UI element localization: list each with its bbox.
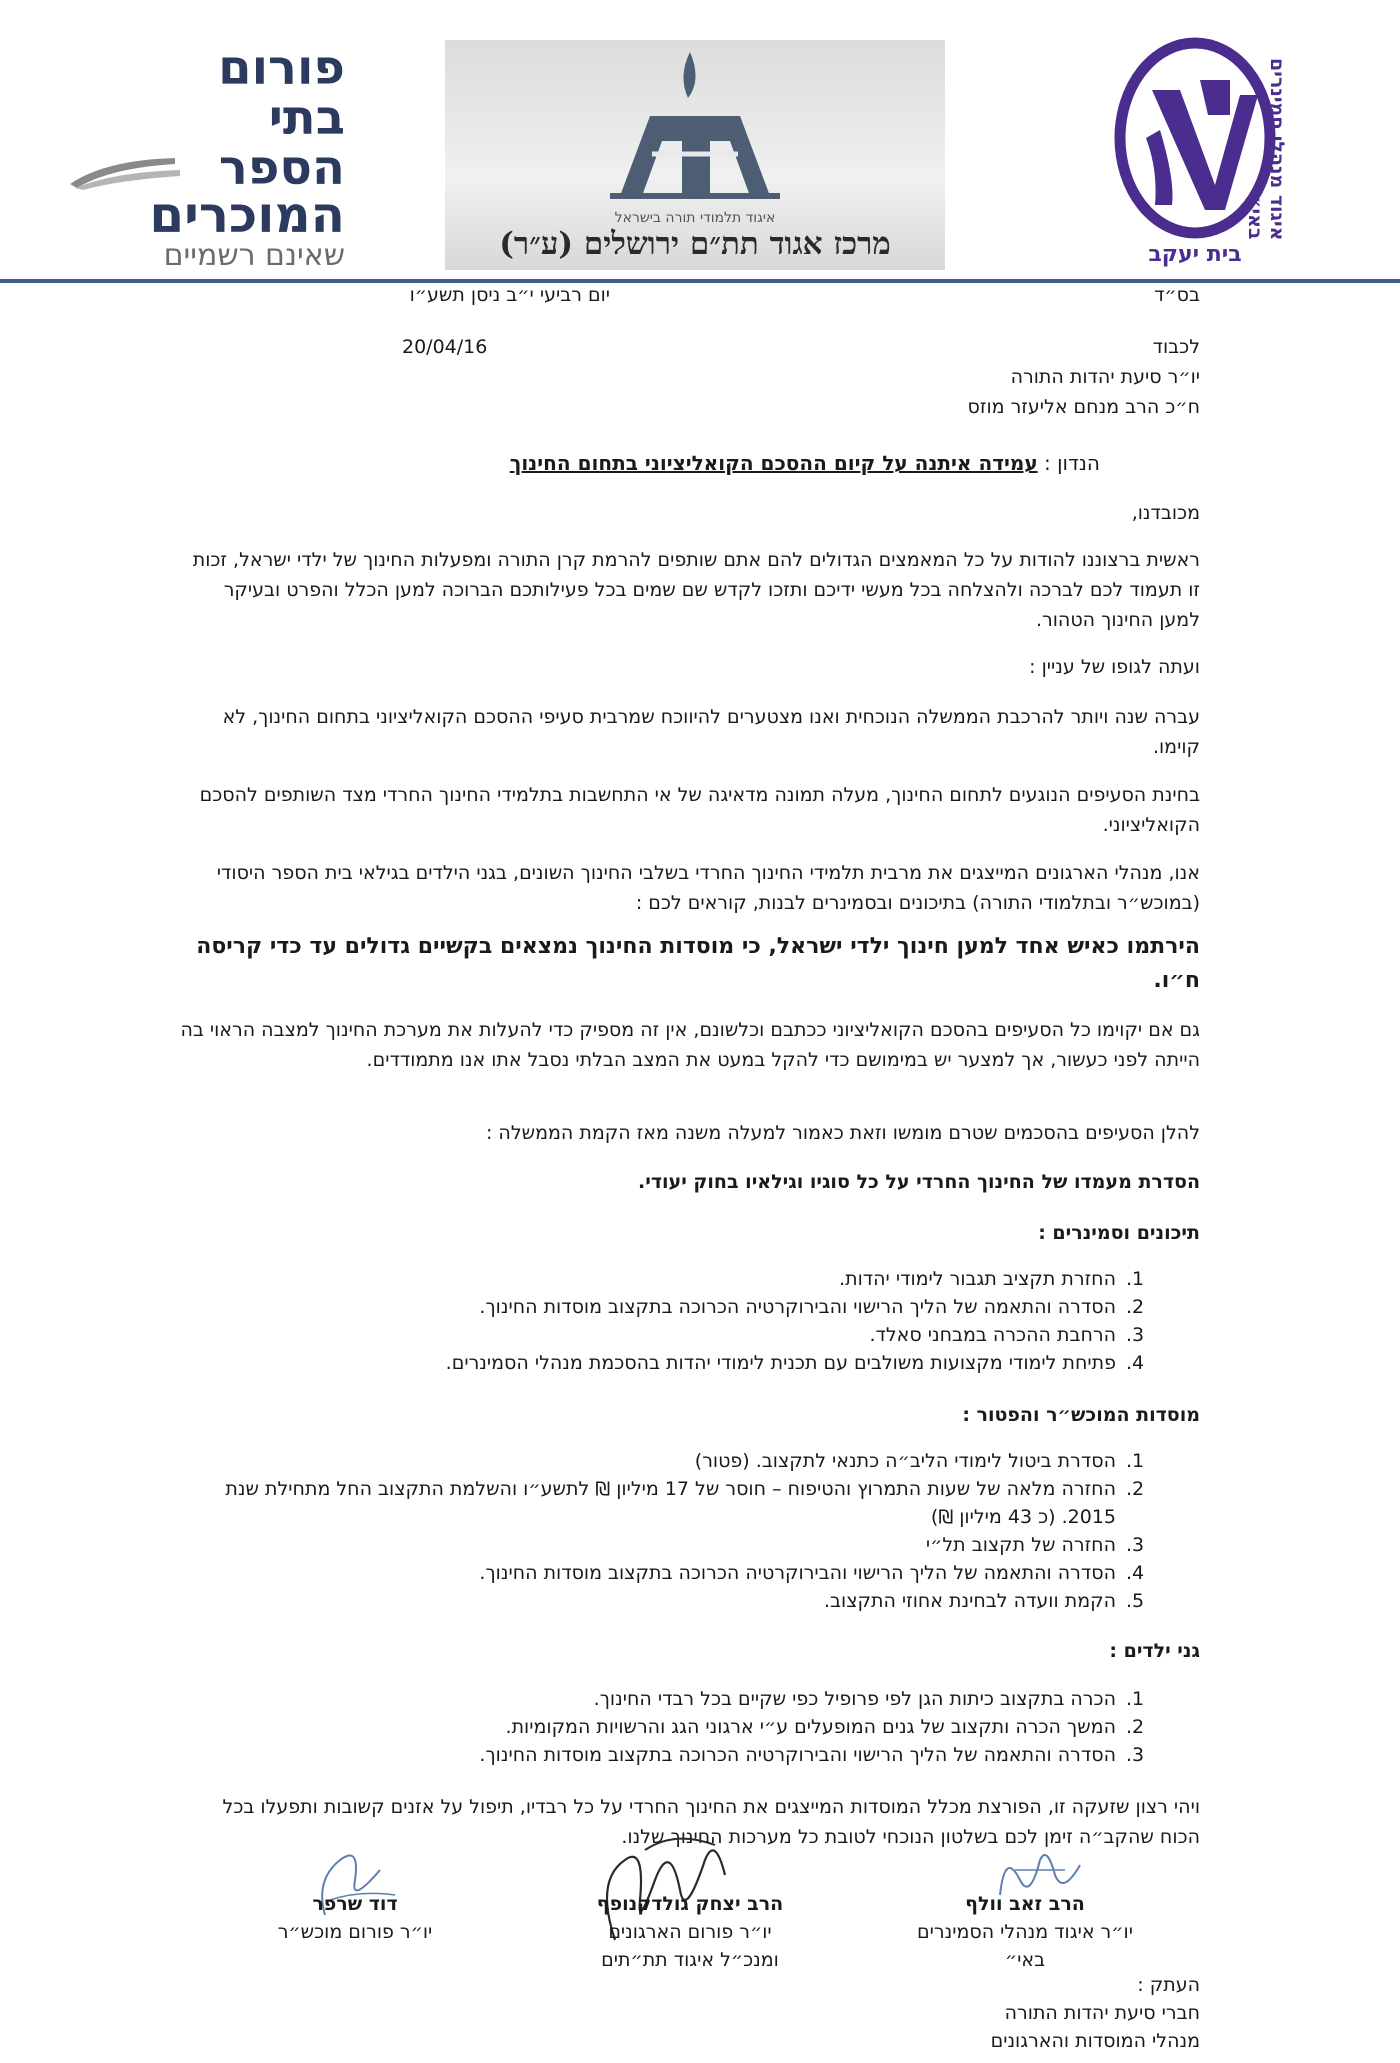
to-label: לכבוד <box>1152 336 1200 358</box>
list-item: .1 הכרה בתקצוב כיתות הגן לפי פרופיל כפי שקיים בכל רבדי החינוך. <box>593 1688 1145 1710</box>
paragraph-status-law: הסדרת מעמדו של החינוך החרדי על כל סוגיו וגילאיו בחוק יעודי. <box>638 1171 1200 1193</box>
seminary-managers-logo <box>1080 20 1310 270</box>
signer-title-2: ומנכ״ל איגוד תת״תים <box>601 1949 779 1971</box>
list-item: .4 הסדרה והתאמה של הליך הרישוי והבירוקרטיה הכרוכה בתקצוב מוסדות החינוך. <box>479 1562 1145 1584</box>
seminary-logo-bottom-text: בית יעקב <box>1148 242 1242 267</box>
cc-line-2: מנהלי המוסדות והארגונים <box>990 2030 1200 2052</box>
cc-line-1: חברי סיעת יהדות התורה <box>1004 2002 1200 2024</box>
list-item: .4 פתיחת לימודי מקצועות משולבים עם תכנית לימודי יהדות בהסכמת מנהלי הסמינרים. <box>445 1352 1145 1374</box>
list-item: .3 הרחבת ההכרה במבחני סאלד. <box>869 1324 1145 1346</box>
section-title-recognized-institutions: מוסדות המוכש״ר והפטור : <box>962 1404 1200 1426</box>
center-banner <box>445 40 945 270</box>
list-item: .5 הקמת וועדה לבחינת אחוזי התקצוב. <box>824 1590 1145 1612</box>
signer-title: יו״ר פורום מוכש״ר <box>277 1921 433 1943</box>
bsd-mark: בס״ד <box>1154 284 1200 306</box>
forum-logo <box>55 40 345 280</box>
cc-label: העתק : <box>1137 1974 1200 1996</box>
paragraph-year-passed: עברה שנה ויותר להרכבת הממשלה הנוכחית ואנו מצטערים להיווכח שמרבית סעיפי ההסכם הקואליציוני בתחום החינוך, לא קוימו. <box>222 706 1200 758</box>
list-item: .3 החזרה של תקצוב תל״י <box>925 1534 1145 1556</box>
list-high-schools <box>180 1265 1160 1377</box>
list-item: .2 הסדרה והתאמה של הליך הרישוי והבירוקרטיה הכרוכה בתקצוב מוסדות החינוך. <box>479 1296 1145 1318</box>
subject-line <box>300 448 1100 478</box>
paragraph-thanks: ראשית ברצוננו להודות על כל המאמצים הגדולים להם אתם שותפים להרמת קרן התורה ומפעלות החינוך של ילדי ישראל, זכות זו תעמוד לכם לברכה ולהצלחה בכל מעשי ידיכם ותזכו לקדש שם שמים בכל פעילותכם הברוכה למען הכלל והפרט ובעיקר למען החינוך הטהור. <box>192 549 1200 631</box>
paragraph-worrying-picture: בחינת הסעיפים הנוגעים לתחום החינוך, מעלה תמונה מדאיגה של אי התחשבות בתלמידי החינוך החרדי מצד השותפים להסכם הקואליציוני. <box>199 784 1200 836</box>
numeric-date: 20/04/16 <box>402 336 488 358</box>
subject-label: הנדון : <box>1044 451 1100 475</box>
signer-title-2: באי״ <box>1004 1949 1046 1971</box>
list-item: .1 הסדרת ביטול לימודי הליב״ה כתנאי לתקצוב. (פטור) <box>694 1450 1145 1472</box>
greeting: מכובדנו, <box>1131 502 1200 524</box>
signer-name: דוד שרפר <box>312 1893 398 1915</box>
signature-block-1 <box>870 1890 1180 1974</box>
signer-name: הרב יצחק גולדקנופף <box>596 1893 784 1915</box>
subject-text: עמידה איתנה על קיום ההסכם הקואליציוני בתחום החינוך <box>509 451 1038 475</box>
signer-title: יו״ר איגוד מנהלי הסמינרים <box>917 1921 1133 1943</box>
forum-logo-line-1: פורום <box>218 40 345 96</box>
paragraph-we-call: אנו, מנהלי הארגונים המייצגים את מרבית תלמידי החינוך החרדי בשלבי החינוך השונים, בגני הילדים בגילאי בית הספר היסודי (במוכש״ר ובתלמודי התורה) בתיכונים ובסמינרים לבנות, קוראים לכם : <box>216 862 1200 914</box>
section-title-high-schools: תיכונים וסמינרים : <box>1038 1222 1200 1244</box>
list-kindergartens <box>180 1685 1160 1769</box>
recipient-line-2: ח״כ הרב מנחם אליעזר מוזס <box>967 396 1200 418</box>
paragraph-following-clauses: להלן הסעיפים בהסכמים שטרם מומשו וזאת כאמור למעלה משנה מאז הקמת הממשלה : <box>485 1122 1200 1144</box>
paragraph-even-if: גם אם יקוימו כל הסעיפים בהסכם הקואליציוני ככתבם וכלשונם, אין זה מספיק כדי להעלות את מערכת החינוך למצבה הראוי בה הייתה לפני כעשור, אך למצער יש במימושם כדי להקל במעט את המצב הבלתי נסבל אתו אנו מתמודדים. <box>180 1019 1200 1071</box>
recipient-line-1: יו״ר סיעת יהדות התורה <box>1010 366 1200 388</box>
signature-block-3 <box>240 1890 470 1946</box>
forum-logo-tagline: שאינם רשמיים <box>163 238 345 273</box>
banner-title: מרכז אגוד תת״ם ירושלים (ע״ר) <box>499 226 891 262</box>
forum-logo-line-3: הספר <box>218 140 345 196</box>
banner-subtitle: איגוד תלמודי תורה בישראל <box>614 210 776 226</box>
closing-paragraph: ויהי רצון שזעקה זו, הפורצת מכלל המוסדות המייצגים את החינוך החרדי על כל רבדיו, תיפול על אזנים קשובות ותפעלו בכל הכוח שהקב״ה זימן לכם בשלטון הנוכחי לטובת כל מערכות החינוך שלנו. <box>222 1796 1200 1848</box>
paragraph-call-to-action: הירתמו כאיש אחד למען חינוך ילדי ישראל, כי מוסדות החינוך נמצאים בקשיים גדולים עד כדי קריסה ח״ו. <box>196 934 1200 993</box>
list-item: .2 המשך הכרה ותקצוב של גנים המופעלים ע״י ארגוני הגג והרשויות המקומיות. <box>505 1716 1145 1738</box>
list-item: .1 החזרת תקציב תגבור לימודי יהדות. <box>839 1268 1145 1290</box>
forum-logo-line-2: בתי <box>268 90 345 146</box>
open-book-icon <box>65 150 185 190</box>
signer-title: יו״ר פורום הארגונים <box>608 1921 772 1943</box>
paragraph-intro: ועתה לגופו של עניין : <box>1029 656 1200 678</box>
forum-logo-line-4: המוכרים <box>149 186 345 244</box>
list-item: .2 החזרה מלאה של שעות התמרוץ והטיפוח – חוסר של 17 מיליון ₪ לתשע״ו והשלמת התקצוב החל מתחילת שנת 2015. (כ 43 מיליון ₪) <box>225 1478 1145 1528</box>
list-item: .3 הסדרה והתאמה של הליך הרישוי והבירוקרטיה הכרוכה בתקצוב מוסדות החינוך. <box>479 1744 1145 1766</box>
hebrew-date: יום רביעי י״ב ניסן תשע״ו <box>409 284 610 306</box>
torah-flame-emblem <box>590 46 800 211</box>
signer-name: הרב זאב וולף <box>965 1893 1085 1915</box>
signature-block-2 <box>560 1890 820 1974</box>
list-recognized-institutions <box>180 1447 1160 1615</box>
section-title-kindergartens: גני ילדים : <box>1109 1640 1200 1662</box>
seminary-logo-ring-text: איגוד מנהלי סמינרים באי״ <box>1244 57 1288 240</box>
